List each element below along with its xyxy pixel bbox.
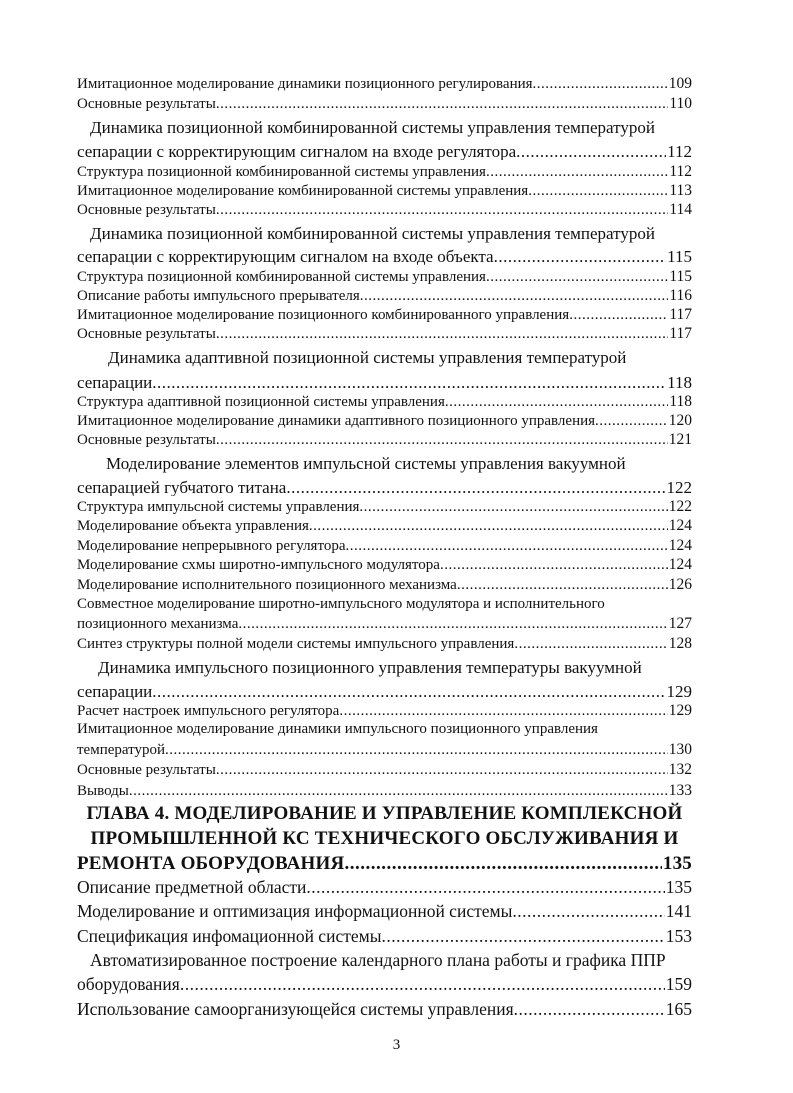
toc-entry xyxy=(77,879,692,897)
toc-entry xyxy=(77,499,692,515)
toc-entry-title: оборудования xyxy=(77,976,180,994)
toc-entry xyxy=(77,762,692,778)
dot-leader xyxy=(533,77,668,92)
toc-section-heading: Совместное моделирование широтно-импульсного модулятора и исполнительного xyxy=(77,596,605,612)
toc-entry-page: 117 xyxy=(669,326,692,342)
toc-entry xyxy=(77,557,692,573)
toc-entry-title: Спецификация инфомационной системы xyxy=(77,928,382,946)
toc-entry-title: Расчет настроек импульсного регулятора xyxy=(77,703,340,719)
chapter-heading-line: ГЛАВА 4. МОДЕЛИРОВАНИЕ И УПРАВЛЕНИЕ КОМПЛЕКСНОЙ xyxy=(86,803,683,824)
toc-entry xyxy=(77,288,692,304)
toc-entry-page: 115 xyxy=(667,248,692,265)
toc-entry xyxy=(77,394,692,410)
toc-entry xyxy=(77,164,692,180)
toc-entry-page: 133 xyxy=(668,783,692,799)
toc-entry xyxy=(77,326,692,342)
dot-leader xyxy=(359,500,667,515)
toc-section-heading: Динамика позиционной комбинированной системы управления температурой xyxy=(90,224,655,243)
toc-entry-page: 116 xyxy=(669,288,692,304)
toc-entry-page: 124 xyxy=(668,538,692,554)
toc-entry-page: 124 xyxy=(668,518,692,534)
toc-entry-title: Основные результаты xyxy=(77,432,216,448)
toc-entry-page: 112 xyxy=(669,164,692,180)
dot-leader xyxy=(595,414,668,429)
toc-entry-page: 130 xyxy=(668,742,692,758)
toc-entry-title: РЕМОНТА ОБОРУДОВАНИЯ xyxy=(77,854,345,873)
toc-entry-page: 118 xyxy=(669,394,692,410)
toc-entry-title: Основные результаты xyxy=(77,762,216,778)
dot-leader xyxy=(457,578,668,593)
toc-entry-page: 117 xyxy=(669,307,692,323)
toc-entry-page: 122 xyxy=(668,499,692,515)
dot-leader xyxy=(516,143,666,160)
toc-entry xyxy=(77,248,692,265)
toc-entry xyxy=(77,703,692,719)
page-number: 3 xyxy=(392,1037,401,1053)
toc-entry xyxy=(77,577,692,593)
toc-entry-page: 135 xyxy=(665,879,692,897)
dot-leader xyxy=(486,270,668,285)
dot-leader xyxy=(238,617,667,632)
toc-entry-page: 132 xyxy=(668,762,692,778)
toc-entry xyxy=(77,903,692,921)
toc-entry-page: 159 xyxy=(665,976,692,994)
chapter-heading-entry xyxy=(77,854,692,873)
dot-leader xyxy=(306,879,664,897)
dot-leader xyxy=(339,704,667,719)
toc-entry-page: 126 xyxy=(668,577,692,593)
toc-entry-page: 128 xyxy=(668,636,692,652)
toc-entry xyxy=(77,143,692,160)
toc-entry-title: Основные результаты xyxy=(77,96,216,112)
toc-entry-title: Выводы xyxy=(77,783,129,799)
toc-entry xyxy=(77,202,692,218)
toc-entry xyxy=(77,976,692,994)
dot-leader xyxy=(165,743,668,758)
toc-entry-page: 135 xyxy=(662,854,692,873)
dot-leader xyxy=(180,976,665,994)
dot-leader xyxy=(309,519,668,534)
toc-entry-page: 114 xyxy=(669,202,692,218)
toc-entry xyxy=(77,307,692,323)
toc-entry-page: 127 xyxy=(668,616,692,632)
dot-leader xyxy=(216,203,669,218)
dot-leader xyxy=(494,248,667,265)
toc-entry-page: 115 xyxy=(669,269,692,285)
toc-entry xyxy=(77,683,692,700)
toc-entry xyxy=(77,742,692,758)
toc-entry-page: 129 xyxy=(666,683,692,700)
toc-entry-page: 165 xyxy=(665,1001,692,1019)
toc-section-heading: Динамика позиционной комбинированной системы управления температурой xyxy=(90,118,655,137)
dot-leader xyxy=(286,479,665,496)
toc-entry-page: 113 xyxy=(669,183,692,199)
toc-entry xyxy=(77,616,692,632)
toc-entry-title: Описание предметной области xyxy=(77,879,307,897)
toc-entry-title: сепарации с корректирующим сигналом на входе объекта xyxy=(77,248,494,265)
toc-entry-title: Структура позиционной комбинированной системы управления xyxy=(77,164,486,180)
toc-entry xyxy=(77,96,692,112)
toc-entry-title: позиционного механизма xyxy=(77,616,239,632)
toc-entry-title: Моделирование объекта управления xyxy=(77,518,309,534)
toc-entry-page: 153 xyxy=(665,928,692,946)
toc-entry-page: 118 xyxy=(667,374,692,391)
toc-entry-title: Имитационное моделирование комбинированной системы управления xyxy=(77,183,529,199)
dot-leader xyxy=(569,308,668,323)
toc-entry xyxy=(77,76,692,92)
toc-section-heading: Динамика импульсного позиционного управления температуры вакуумной xyxy=(98,658,642,677)
toc-entry-title: Моделирование и оптимизация информационной системы xyxy=(77,903,513,921)
toc-entry-title: Имитационное моделирование динамики позиционного регулирования xyxy=(77,76,533,92)
toc-entry-title: сепарации xyxy=(77,374,153,391)
toc-entry-title: Структура позиционной комбинированной системы управления xyxy=(77,269,486,285)
toc-entry xyxy=(77,413,692,429)
toc-entry-page: 120 xyxy=(668,413,692,429)
toc-entry xyxy=(77,432,692,448)
toc-entry-title: Использование самоорганизующейся системы управления xyxy=(77,1001,514,1019)
dot-leader xyxy=(216,327,669,342)
dot-leader xyxy=(152,683,665,700)
toc-entry-page: 124 xyxy=(668,557,692,573)
toc-entry-title: сепарации xyxy=(77,683,153,700)
toc-entry-title: сепарацией губчатого титана xyxy=(77,479,287,496)
toc-entry-page: 121 xyxy=(668,432,692,448)
toc-entry xyxy=(77,928,692,946)
toc-entry-page: 141 xyxy=(665,903,692,921)
dot-leader xyxy=(381,928,664,946)
toc-section-heading: Автоматизированное построение календарного плана работы и графика ППР xyxy=(90,950,666,970)
dot-leader xyxy=(440,558,668,573)
toc-entry xyxy=(77,1001,692,1019)
toc-entry-title: Основные результаты xyxy=(77,326,216,342)
toc-entry xyxy=(77,636,692,652)
toc-entry-title: Моделирование непрерывного регулятора xyxy=(77,538,346,554)
toc-entry-title: сепарации с корректирующим сигналом на входе регулятора xyxy=(77,143,517,160)
toc-entry-title: Моделирование схмы широтно-импульсного модулятора xyxy=(77,557,440,573)
toc-entry-title: Синтез структуры полной модели системы импульсного управления xyxy=(77,636,515,652)
dot-leader xyxy=(512,903,664,921)
dot-leader xyxy=(486,165,668,180)
dot-leader xyxy=(216,433,668,448)
dot-leader xyxy=(514,1001,665,1019)
toc-entry xyxy=(77,538,692,554)
toc-entry xyxy=(77,518,692,534)
toc-entry xyxy=(77,269,692,285)
toc-entry-page: 129 xyxy=(668,703,692,719)
toc-entry-page: 122 xyxy=(666,479,692,496)
toc-entry-title: Структура импульсной системы управления xyxy=(77,499,360,515)
toc-entry-page: 112 xyxy=(667,143,692,160)
toc-entry-page: 109 xyxy=(668,76,692,92)
dot-leader xyxy=(514,637,667,652)
dot-leader xyxy=(360,289,669,304)
toc-entry-title: Имитационное моделирование позиционного комбинированного управления xyxy=(77,307,570,323)
toc-section-heading: Моделирование элементов импульсной системы управления вакуумной xyxy=(106,454,626,473)
toc-entry xyxy=(77,374,692,391)
chapter-heading-line: ПРОМЫШЛЕННОЙ КС ТЕХНИЧЕСКОГО ОБСЛУЖИВАНИЯ И xyxy=(90,828,679,849)
toc-entry xyxy=(77,783,692,799)
dot-leader xyxy=(216,97,669,112)
toc-entry-title: Основные результаты xyxy=(77,202,216,218)
toc-section-heading: Динамика адаптивной позиционной системы управления температурой xyxy=(108,348,627,367)
dot-leader xyxy=(528,184,668,199)
dot-leader xyxy=(216,763,668,778)
toc-entry-title: температурой xyxy=(77,742,166,758)
toc-entry-title: Описание работы импульсного прерывателя xyxy=(77,288,360,304)
dot-leader xyxy=(345,539,667,554)
toc-entry-title: Структура адаптивной позиционной системы управления xyxy=(77,394,445,410)
dot-leader xyxy=(152,374,666,391)
toc-entry xyxy=(77,479,692,496)
toc-entry xyxy=(77,183,692,199)
toc-entry-page: 110 xyxy=(669,96,692,112)
toc-entry-title: Моделирование исполнительного позиционного механизма xyxy=(77,577,457,593)
toc-section-heading: Имитационное моделирование динамики импульсного позиционного управления xyxy=(77,721,598,737)
dot-leader xyxy=(129,784,668,799)
toc-entry-title: Имитационное моделирование динамики адаптивного позиционного управления xyxy=(77,413,596,429)
dot-leader xyxy=(344,854,661,873)
dot-leader xyxy=(445,395,668,410)
